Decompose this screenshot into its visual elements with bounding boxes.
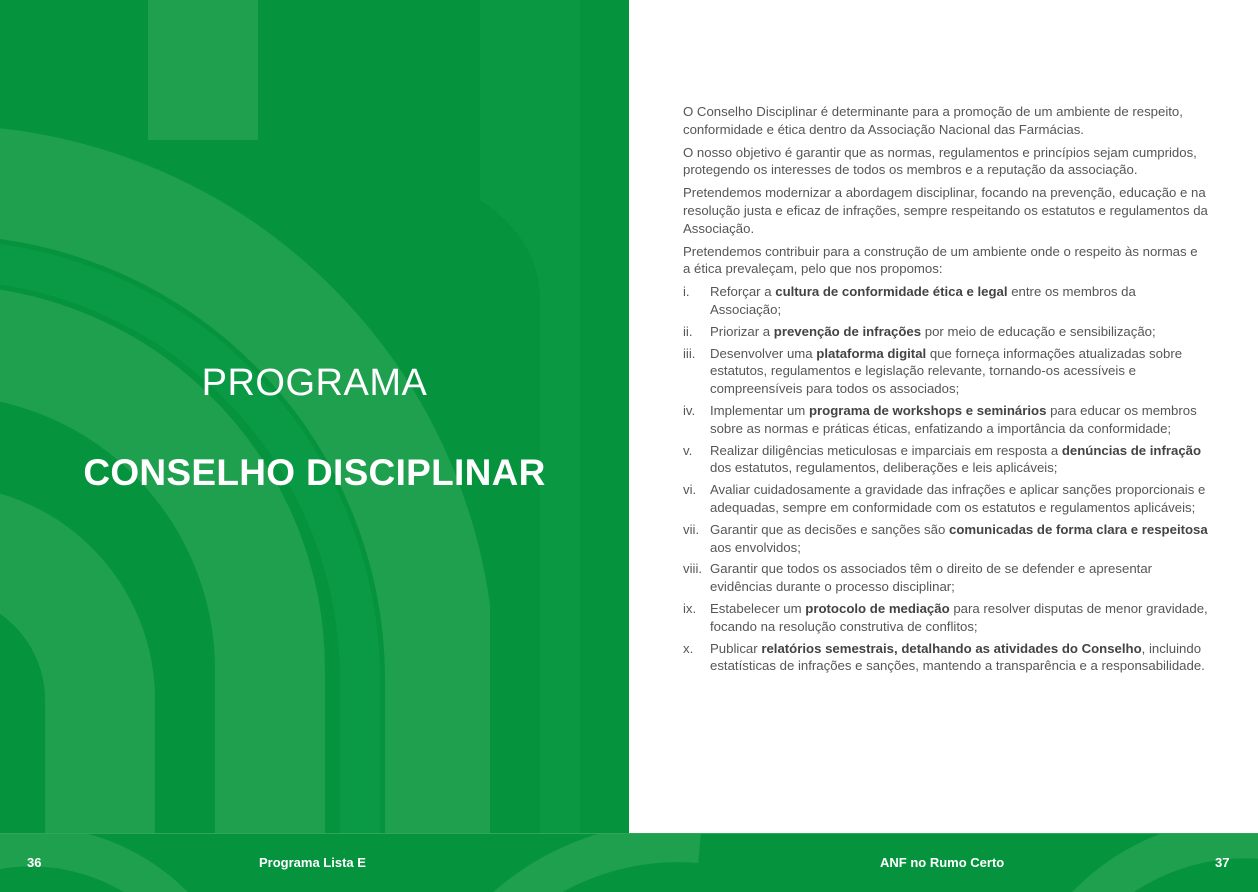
list-number: iii. bbox=[683, 345, 696, 361]
page-title: CONSELHO DISCIPLINAR bbox=[83, 452, 546, 493]
list-item bbox=[683, 600, 1208, 636]
item-text: para resolver disputas de menor gravidade, focando na resolução construtiva de conflitos; bbox=[710, 600, 1208, 634]
list-item bbox=[683, 345, 1208, 398]
section-title-right: ANF no Rumo Certo bbox=[880, 855, 1005, 870]
list-number: vi. bbox=[683, 482, 697, 498]
list-item bbox=[683, 323, 1208, 341]
page-subtitle: PROGRAMA bbox=[201, 362, 428, 404]
item-bold-text: cultura de conformidade ética e legal bbox=[775, 284, 1008, 300]
list-number: x. bbox=[683, 640, 694, 656]
item-bold-text: plataforma digital bbox=[816, 345, 927, 361]
item-text: Avaliar cuidadosamente a gravidade das infrações e aplicar sanções proporcionais e adequadas, sempre em conformidade com os estatutos e regulamentos aplicáveis; bbox=[710, 482, 1206, 515]
item-bold-text: protocolo de mediação bbox=[805, 600, 950, 616]
item-text: Desenvolver uma bbox=[710, 345, 817, 361]
item-text: por meio de educação e sensibilização; bbox=[921, 323, 1156, 339]
item-text: , incluindo estatísticas de infrações e sanções, mantendo a transparência e a responsabilidade. bbox=[710, 640, 1205, 674]
item-text: Reforçar a bbox=[710, 284, 776, 300]
list-item bbox=[683, 560, 1208, 596]
left-page bbox=[0, 0, 629, 833]
item-text: Garantir que todos os associados têm o direito de se defender e apresentar evidências durante o processo disciplinar; bbox=[710, 561, 1153, 595]
list-item bbox=[683, 481, 1208, 517]
item-bold-text: comunicadas de forma clara e respeitosa bbox=[948, 521, 1208, 537]
page-number-right: 37 bbox=[1215, 855, 1230, 870]
paragraph: O nosso objetivo é garantir que as normas, regulamentos e princípios sejam cumpridos, protegendo os interesses de todos os membros e a reputação da associação. bbox=[683, 144, 1197, 178]
list-number: ii. bbox=[683, 323, 693, 339]
body-text bbox=[683, 103, 1208, 679]
list-item bbox=[683, 402, 1208, 438]
item-text: Realizar diligências meticulosas e imparciais em resposta a bbox=[710, 442, 1062, 458]
list-number: iv. bbox=[683, 402, 696, 418]
paragraph: Pretendemos modernizar a abordagem disciplinar, focando na prevenção, educação e na resolução justa e eficaz de infrações, sempre respeitando os estatutos e regulamentos da Associação. bbox=[683, 185, 1208, 236]
list-item bbox=[683, 521, 1208, 557]
item-text: que forneça informações atualizadas sobre estatutos, regulamentos e legislação relevante, tornando-os acessíveis e compreensíveis para todos os associados; bbox=[710, 345, 1183, 397]
list-number: i. bbox=[683, 284, 690, 300]
page-number-left: 36 bbox=[27, 855, 42, 870]
footer-decoration bbox=[0, 833, 1258, 892]
paragraph: Pretendemos contribuir para a construção de um ambiente onde o respeito às normas e a ética prevaleçam, pelo que nos propomos: bbox=[683, 243, 1198, 277]
item-text: para educar os membros sobre as normas e práticas éticas, enfatizando a importância da conformidade; bbox=[710, 402, 1197, 436]
item-bold-text: prevenção de infrações bbox=[773, 323, 922, 339]
item-text: dos estatutos, regulamentos, deliberações e leis aplicáveis; bbox=[710, 460, 1058, 476]
list-number: viii. bbox=[683, 561, 703, 577]
right-page bbox=[629, 0, 1258, 833]
item-text: Garantir que as decisões e sanções são bbox=[710, 521, 949, 537]
list-number: ix. bbox=[683, 600, 697, 616]
item-bold-text: denúncias de infração bbox=[1061, 442, 1202, 458]
footer-divider bbox=[0, 833, 1258, 834]
list-item bbox=[683, 283, 1208, 319]
item-bold-text: programa de workshops e seminários bbox=[808, 402, 1047, 418]
objectives-list bbox=[683, 283, 1208, 675]
item-text: Estabelecer um bbox=[710, 600, 806, 616]
item-text: Publicar bbox=[710, 640, 762, 656]
title-block bbox=[0, 0, 629, 833]
item-text: Implementar um bbox=[710, 402, 809, 418]
section-title-left: Programa Lista E bbox=[259, 855, 366, 870]
item-text: Priorizar a bbox=[710, 323, 774, 339]
item-text: entre os membros da Associação; bbox=[710, 284, 1136, 317]
item-bold-text: relatórios semestrais, detalhando as atividades do Conselho bbox=[761, 640, 1142, 656]
item-text: aos envolvidos; bbox=[710, 539, 801, 555]
list-item bbox=[683, 640, 1208, 676]
list-number: v. bbox=[683, 442, 693, 458]
footer bbox=[0, 833, 1258, 892]
list-number: vii. bbox=[683, 521, 700, 537]
paragraph: O Conselho Disciplinar é determinante para a promoção de um ambiente de respeito, conformidade e ética dentro da Associação Nacional das Farmácias. bbox=[683, 104, 1183, 137]
list-item bbox=[683, 442, 1208, 478]
